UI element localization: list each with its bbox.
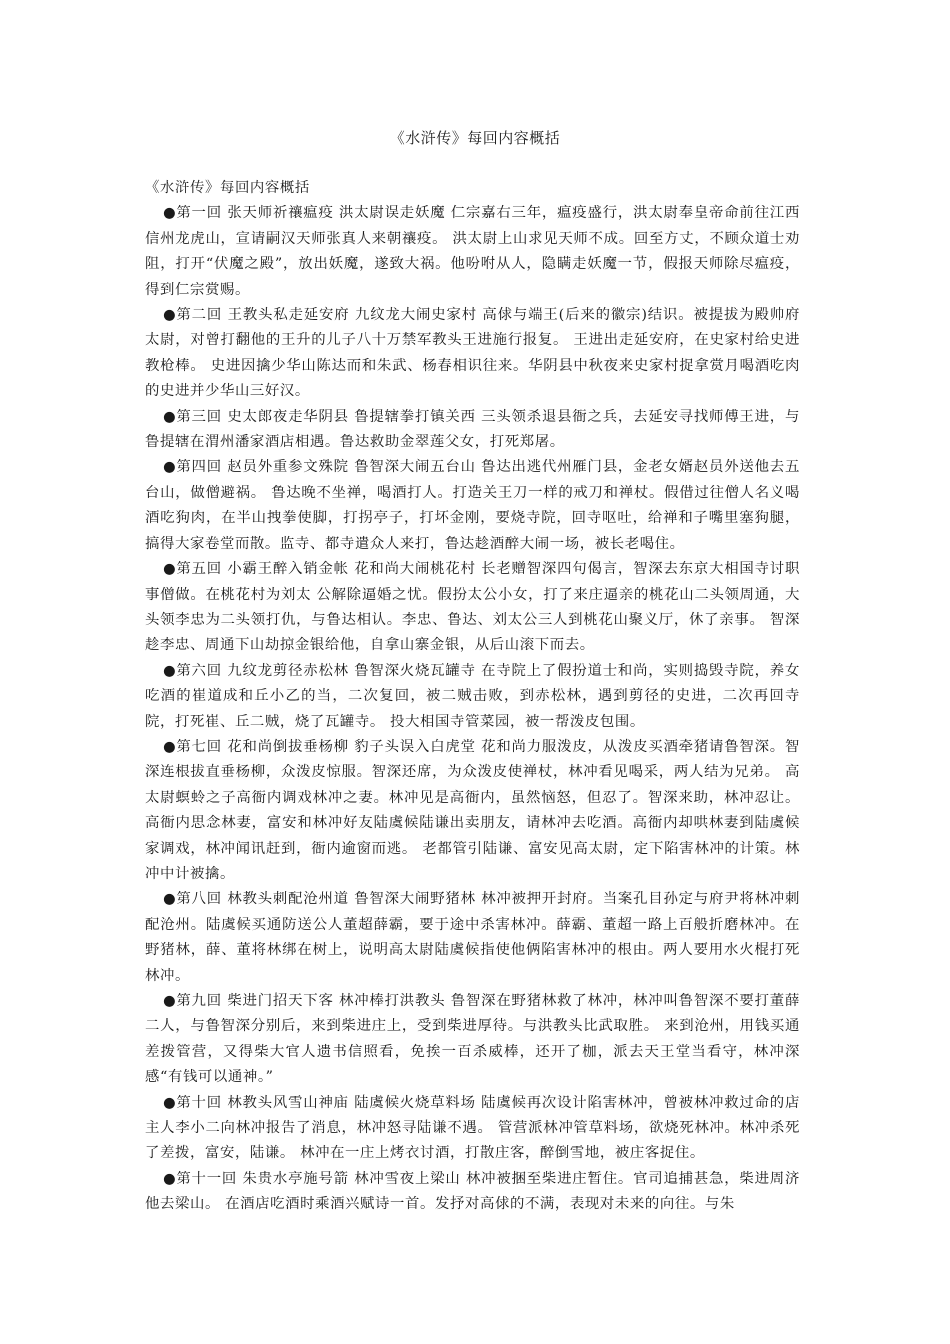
chapter-summary-11: ●第十一回 朱贵水亭施号箭 林冲雪夜上梁山 林冲被捆至柴进庄暂住。官司追捕甚急，柴进周济他去梁山。 在酒店吃酒时乘酒兴赋诗一首。发抒对高俅的不满，表现对未来的向往。与朱	[145, 1170, 800, 1213]
chapter-summary-2: ●第二回 王教头私走延安府 九纹龙大闹史家村 高俅与端王(后来的徽宗)结识。被提拔为殿帅府太尉，对曾打翻他的王升的儿子八十万禁军教头王进施行报复。 王进出走延安府，在史家村给史进教枪棒。 史进因擒少华山陈达而和朱武、杨春相识往来。华阴县中秋夜来史家村捉拿赏月喝酒吃肉的史进并少华山三好汉。	[145, 307, 800, 400]
chapter-summary-10: ●第十回 林教头风雪山神庙 陆虞候火烧草料场 陆虞候再次设计陷害林冲，曾被林冲救过命的店主人李小二向林冲报告了消息，林冲怒寻陆谦不遇。 管营派林冲管草料场，欲烧死林冲。林冲杀死了差拨，富安，陆谦。 林冲在一庄上烤衣讨酒，打散庄客，醉倒雪地，被庄客捉住。	[145, 1094, 800, 1162]
document-subtitle: 《水浒传》每回内容概括	[145, 180, 310, 196]
chapter-summary-9: ●第九回 柴进门招天下客 林冲棒打洪教头 鲁智深在野猪林救了林冲，林冲叫鲁智深不要打董薛二人，与鲁智深分别后，来到柴进庄上，受到柴进厚待。与洪教头比武取胜。 来到沧州，用钱买通差拨管营，又得柴大官人遗书信照看，免挨一百杀威棒，还开了枷，派去天王堂当看守，林冲深感“有钱可以通神。”	[145, 993, 800, 1086]
chapter-summary-5: ●第五回 小霸王醉入销金帐 花和尚大闹桃花村 长老赠智深四句偈言，智深去东京大相国寺讨职事僧做。在桃花村为刘太 公解除逼婚之忧。假扮太公小女，打了来庄逼亲的桃花山二头领周通，大头领李忠为二头领打仇，与鲁达相认。李忠、鲁达、刘太公三人到桃花山聚义厅，休了亲事。 智深趁李忠、周通下山劫掠金银给他，自拿山寨金银，从后山滚下而去。	[145, 561, 800, 654]
document-title: 《水浒传》每回内容概括	[389, 129, 561, 147]
chapter-summary-3: ●第三回 史太郎夜走华阴县 鲁提辖拳打镇关西 三头领杀退县衙之兵，去延安寻找师傅王进，与鲁提辖在渭州潘家酒店相遇。鲁达救助金翠莲父女，打死郑屠。	[145, 408, 800, 451]
document-body	[145, 176, 800, 1218]
chapter-summary-8: ●第八回 林教头刺配沧州道 鲁智深大闹野猪林 林冲被押开封府。当案孔目孙定与府尹将林冲刺配沧州。陆虞候买通防送公人董超薛霸，要于途中杀害林冲。薛霸、董超一路上百般折磨林冲。在野猪林，薛、董将林绑在树上，说明高太尉陆虞候指使他俩陷害林冲的根由。两人要用水火棍打死林冲。	[145, 891, 800, 984]
chapter-summary-1: ●第一回 张天师祈禳瘟疫 洪太尉误走妖魔 仁宗嘉右三年，瘟疫盛行，洪太尉奉皇帝命前往江西信州龙虎山，宣请嗣汉天师张真人来朝禳疫。 洪太尉上山求见天师不成。回至方丈，不顾众道士劝阻，打开“伏魔之殿”，放出妖魔，遂致大祸。他吩咐从人，隐瞒走妖魔一节，假报天师除尽瘟疫，得到仁宗赏赐。	[145, 205, 800, 298]
chapter-summary-7: ●第七回 花和尚倒拔垂杨柳 豹子头误入白虎堂 花和尚力服泼皮，从泼皮买酒牵猪请鲁智深。智深连根拔直垂杨柳，众泼皮惊服。智深还席，为众泼皮使禅杖，林冲看见喝采，两人结为兄弟。 高太尉螟蛉之子高衙内调戏林冲之妻。林冲见是高衙内，虽然恼怒，但忍了。智深来助，林冲忍让。 高衙内思念林妻，富安和林冲好友陆虞候陆谦出卖朋友，请林冲去吃酒。高衙内却哄林妻到陆虞候家调戏，林冲闻讯赶到，衙内逾窗而逃。 老都管引陆谦、富安见高太尉，定下陷害林冲的计策。林冲中计被擒。	[145, 738, 800, 882]
chapter-summary-6: ●第六回 九纹龙剪径赤松林 鲁智深火烧瓦罐寺 在寺院上了假扮道士和尚，实则捣毁寺院，养女吃酒的崔道成和丘小乙的当，二次复回，被二贼击败，到赤松林，遇到剪径的史进，二次再回寺院，打死崔、丘二贼，烧了瓦罐寺。 投大相国寺管菜园，被一帮泼皮包围。	[145, 662, 800, 730]
chapter-summary-4: ●第四回 赵员外重参文殊院 鲁智深大闹五台山 鲁达出逃代州雁门县，金老女婿赵员外送他去五台山，做僧避祸。 鲁达晚不坐禅，喝酒打人。打造关王刀一样的戒刀和禅杖。假借过往僧人名义喝酒吃狗肉，在半山拽拳使脚，打拐亭子，打坏金刚，要烧寺院，回寺呕吐，给禅和子嘴里塞狗腿，搞得大家卷堂而散。监寺、都寺遣众人来打，鲁达趁酒醉大闹一场，被长老喝住。	[145, 459, 800, 552]
